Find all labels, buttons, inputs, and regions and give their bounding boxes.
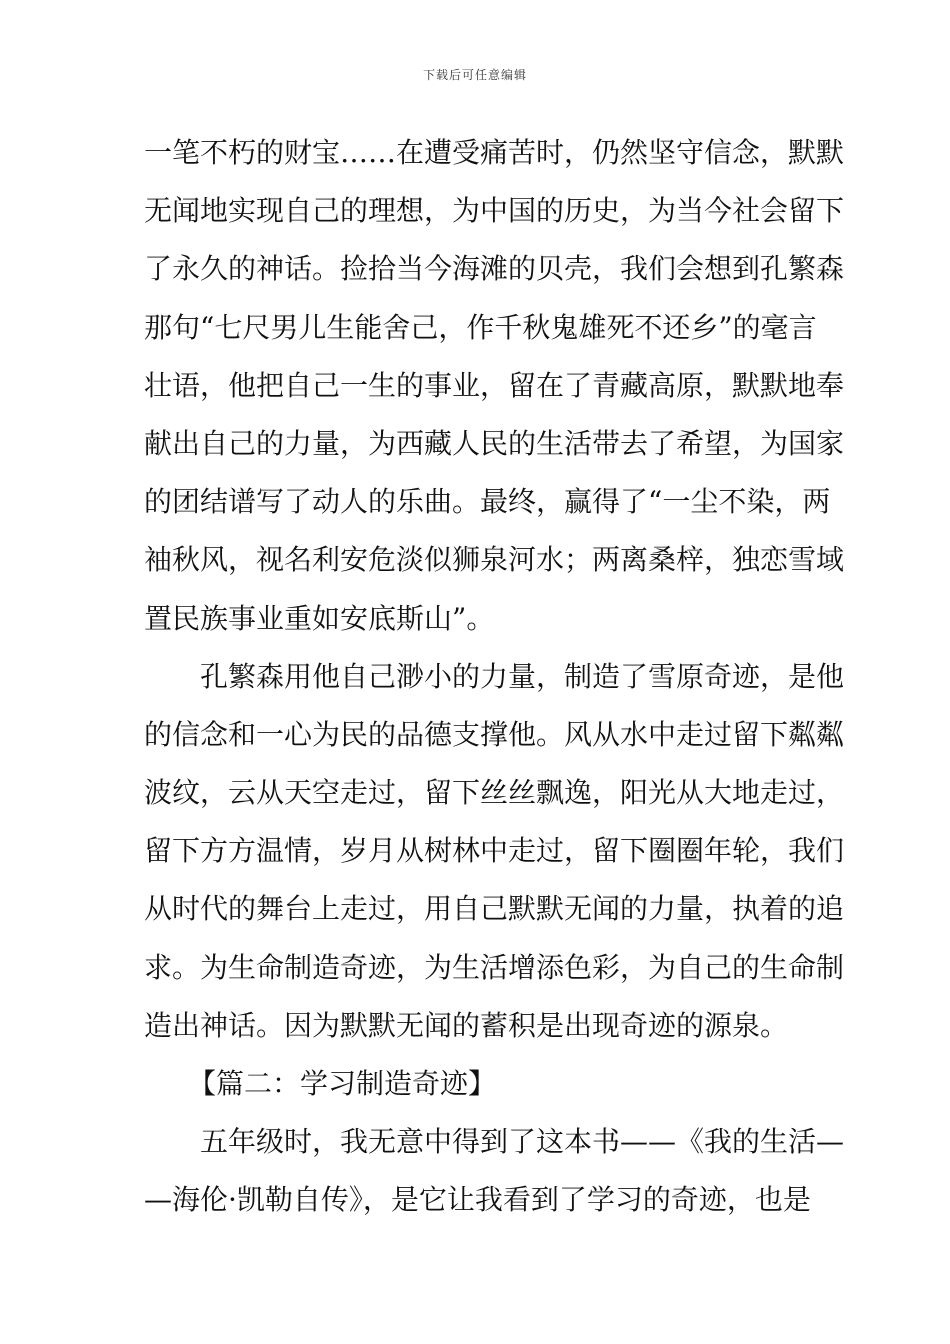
text-line: 置民族事业重如安底斯山”。 [144,601,495,635]
section-heading: 【篇二：学习制造奇迹】 [188,1067,497,1100]
text-line: 从时代的舞台上走过，用自己默默无闻的力量，执着的追 [144,892,845,926]
text-line: 袖秋风，视名利安危淡似狮泉河水；两离桑梓，独恋雪域 [144,543,845,577]
text-line: 献出自己的力量，为西藏人民的生活带去了希望，为国家 [144,426,845,460]
text-line: 的团结谱写了动人的乐曲。最终，赢得了“一尘不染，两 [144,485,831,519]
text-line: 一笔不朽的财宝……在遭受痛苦时，仍然坚守信念，默默 [144,136,845,169]
text-line: 无闻地实现自己的理想，为中国的历史，为当今社会留下 [144,194,845,228]
text-line: 的信念和一心为民的品德支撑他。风从水中走过留下粼粼 [144,717,845,751]
body-text [144,124,845,1230]
text-line: 求。为生命制造奇迹，为生活增添色彩，为自己的生命制 [144,950,845,984]
text-line: 留下方方温情，岁月从树林中走过，留下圈圈年轮，我们 [144,834,845,868]
text-line: 那句“七尺男儿生能舍己，作千秋鬼雄死不还乡”的毫言 [144,310,817,344]
paragraph-first-line: 五年级时，我无意中得到了这本书——《我的生活— [200,1125,845,1159]
text-line: 壮语，他把自己一生的事业，留在了青藏高原，默默地奉 [144,368,845,402]
page-header: 下载后可任意编辑 [422,68,527,82]
text-line: —海伦·凯勒自传》，是它让我看到了学习的奇迹，也是 [144,1183,811,1217]
paragraph-first-line: 孔繁森用他自己渺小的力量，制造了雪原奇迹，是他 [200,659,845,693]
text-line: 波纹，云从天空走过，留下丝丝飘逸，阳光从大地走过， [144,776,845,810]
text-line: 造出神话。因为默默无闻的蓄积是出现奇迹的源泉。 [144,1008,789,1042]
text-line: 了永久的神话。捡拾当今海滩的贝壳，我们会想到孔繁森 [144,252,845,286]
